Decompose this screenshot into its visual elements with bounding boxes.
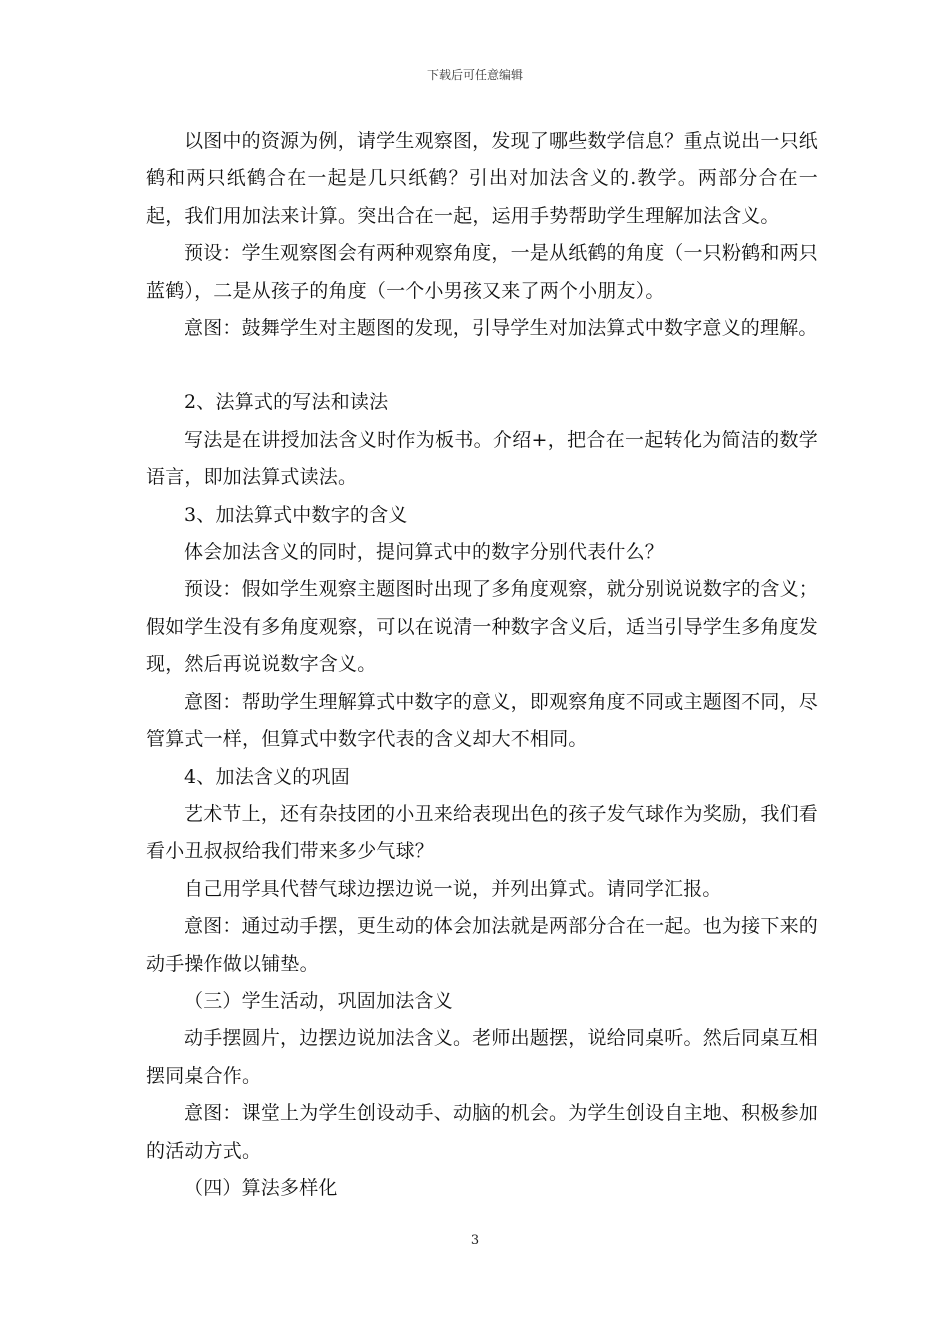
paragraph-intro: 以图中的资源为例，请学生观察图，发现了哪些数学信息？重点说出一只纸鹤和两只纸鹤合在一起是几只纸鹤？引出对加法含义的.教学。两部分合在一起，我们用加法来计算。突出合在一起，运用手势帮助学生理解加法含义。 <box>146 130 818 227</box>
heading-part-3: （三）学生活动，巩固加法含义 <box>184 989 453 1012</box>
heading-section-4: 4、加法含义的巩固 <box>184 765 350 788</box>
paragraph-writing: 写法是在讲授加法含义时作为板书。介绍+，把合在一起转化为简洁的数学语言，即加法算式读法。 <box>146 428 818 489</box>
section-spacer <box>146 347 818 384</box>
paragraph-intent-2: 意图：帮助学生理解算式中数字的意义，即观察角度不同或主题图不同，尽管算式一样，但算式中数字代表的含义却大不相同。 <box>146 690 818 751</box>
paragraph-intent-3: 意图：通过动手摆，更生动的体会加法就是两部分合在一起。也为接下来的动手操作做以铺垫。 <box>146 915 818 975</box>
paragraph-hands-on: 动手摆圆片，边摆边说加法含义。老师出题摆，说给同桌听。然后同桌互相摆同桌合作。 <box>146 1027 818 1087</box>
paragraph-preset-2: 预设：假如学生观察主题图时出现了多角度观察，就分别说说数字的含义；假如学生没有多角度观察，可以在说清一种数字含义后，适当引导学生多角度发现，然后再说说数字含义。 <box>146 578 819 676</box>
paragraph-activity: 自己用学具代替气球边摆边说一说，并列出算式。请同学汇报。 <box>184 877 722 900</box>
heading-section-2: 2、法算式的写法和读法 <box>184 391 389 414</box>
page-number: 3 <box>470 1233 480 1248</box>
paragraph-preset-1: 预设：学生观察图会有两种观察角度，一是从纸鹤的角度（一只粉鹤和两只蓝鹤），二是从孩子的角度（一个小男孩又来了两个小朋友）。 <box>146 242 818 302</box>
paragraph-balloons: 艺术节上，还有杂技团的小丑来给表现出色的孩子发气球作为奖励，我们看看小丑叔叔给我们带来多少气球？ <box>146 802 818 863</box>
page-header: 下载后可任意编辑 <box>426 68 523 82</box>
document-body <box>146 123 818 1207</box>
paragraph-intent-4: 意图：课堂上为学生创设动手、动脑的机会。为学生创设自主地、积极参加的活动方式。 <box>146 1102 818 1162</box>
paragraph-question: 体会加法含义的同时，提问算式中的数字分别代表什么？ <box>184 541 665 564</box>
heading-part-4: （四）算法多样化 <box>184 1176 338 1199</box>
paragraph-intent-1: 意图：鼓舞学生对主题图的发现，引导学生对加法算式中数字意义的理解。 <box>184 317 818 340</box>
heading-section-3: 3、加法算式中数字的含义 <box>184 503 408 526</box>
